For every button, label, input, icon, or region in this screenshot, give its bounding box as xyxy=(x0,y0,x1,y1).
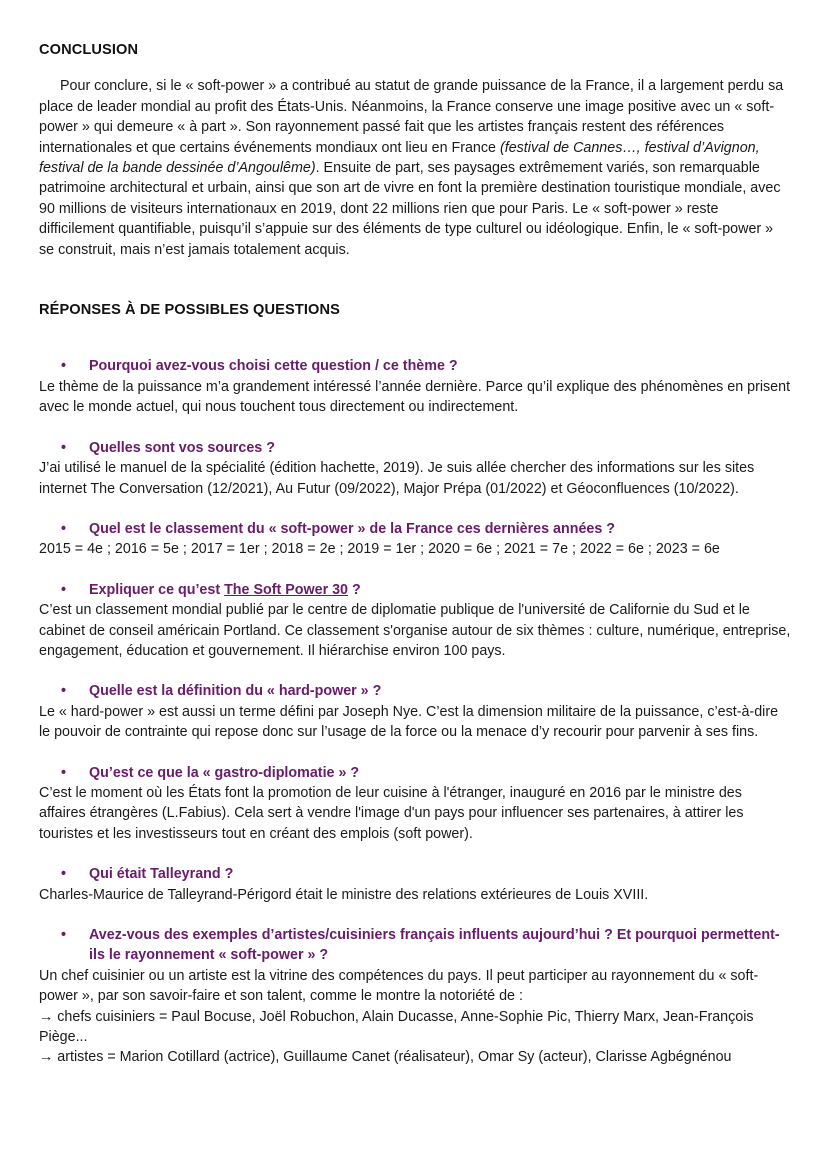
question-heading xyxy=(39,580,791,600)
question-text: Quelles sont vos sources ? xyxy=(89,439,275,456)
bullet-icon: • xyxy=(61,927,67,943)
question-text-post: ? xyxy=(348,581,361,598)
question-text: Qu’est ce que la « gastro-diplomatie » ? xyxy=(89,764,360,781)
question-heading xyxy=(39,925,791,966)
document-page xyxy=(39,40,791,1068)
question-text: Qui était Talleyrand ? xyxy=(89,866,234,883)
answer-text: C’est un classement mondial publié par le centre de diplomatie publique de l'université de Californie du Sud et le cabinet de conseil américain Portland. Ce classement s'organise autour de six thèmes : culture, numérique, entreprise, engagement, éducation et gouvernement. Il hiérarchise environ 100 pays. xyxy=(39,602,791,659)
bullet-icon: • xyxy=(61,764,67,781)
question-text: Quelle est la définition du « hard-power » ? xyxy=(89,683,382,700)
conclusion-paragraph xyxy=(39,76,791,260)
bullet-icon: • xyxy=(61,358,67,375)
question-heading xyxy=(39,864,791,884)
conclusion-heading: CONCLUSION xyxy=(39,42,139,58)
answer-text: J’ai utilisé le manuel de la spécialité (édition hachette, 2019). Je suis allée chercher des informations sur les sites internet The Conversation (12/2021), Au Futur (09/2022), Major Prépa (01/2022) et Géoconfluences (10/2022). xyxy=(39,460,755,497)
chefs-list: → chefs cuisiniers = Paul Bocuse, Joël Robuchon, Alain Ducasse, Anne-Sophie Pic, Thierry Marx, Jean-François Piège... xyxy=(39,1008,754,1046)
question-text-pre: Expliquer ce qu’est xyxy=(89,581,225,598)
question-heading xyxy=(39,519,791,539)
bullet-icon: • xyxy=(61,683,67,700)
bullet-icon: • xyxy=(61,866,67,883)
qa-item-soft-power-30 xyxy=(39,580,791,662)
question-text: Pourquoi avez-vous choisi cette question / ce thème ? xyxy=(89,358,458,375)
questions-heading: RÉPONSES À DE POSSIBLES QUESTIONS xyxy=(39,302,340,319)
answer-text: Charles-Maurice de Talleyrand-Périgord était le ministre des relations extérieures de Louis XVIII. xyxy=(39,886,649,903)
qa-item-artists xyxy=(39,925,791,1068)
question-text: Avez-vous des exemples d’artistes/cuisiniers français influents aujourd’hui ? Et pourquoi permettent-ils le rayonnement « soft-power » ? xyxy=(89,927,780,964)
conclusion-text-end: . Ensuite de part, ses paysages extrêmement variés, son remarquable patrimoine architectural et urbain, ainsi que son art de vivre en font la première destination touristique mondiale, avec 90 millions de visiteurs internationaux en 2019, dont 22 millions rien que pour Paris. Le « soft-power » reste difficilement quantifiable, puisqu’il s’appuie sur des éléments de type culturel ou idéologique. Enfin, le « soft-power » se construit, mais n’est jamais totalement acquis. xyxy=(39,160,781,258)
qa-item-gastro-diplomatie xyxy=(39,763,791,845)
question-heading xyxy=(39,438,791,458)
conclusion-festivals: (festival de Cannes…, festival d’Avignon, festival de la bande dessinée d’Angoulême) xyxy=(39,139,760,177)
qa-item-talleyrand xyxy=(39,864,791,905)
question-heading xyxy=(39,681,791,701)
bullet-icon: • xyxy=(61,581,67,598)
question-heading xyxy=(39,356,791,376)
qa-item-ranking xyxy=(39,519,791,560)
answer-text: Le thème de la puissance m’a grandement intéressé l’année dernière. Parce qu’il explique des phénomènes en prisent avec le monde actuel, qui nous touchent tous directement ou indirectement. xyxy=(39,378,791,416)
conclusion-text-start: Pour conclure, si le « soft-power » a contribué au statut de grande puissance de la France, il a largement perdu sa place de leader mondial au profit des États-Unis. Néanmoins, la France conserve une image positive avec un « soft-power » qui demeure « à part ». Son rayonnement passé fait que les artistes français restent des références internationales et que certains événements mondiaux ont lieu en France xyxy=(39,78,784,156)
qa-item-choice xyxy=(39,356,791,417)
qa-item-hard-power xyxy=(39,681,791,742)
qa-item-sources xyxy=(39,438,791,499)
answer-text: Un chef cuisinier ou un artiste est la vitrine des compétences du pays. Il peut participer au rayonnement du « soft-power », par son savoir-faire et son talent, comme le montre la notoriété de : xyxy=(39,967,759,1005)
soft-power-30-link[interactable]: The Soft Power 30 xyxy=(224,581,349,598)
bullet-icon: • xyxy=(61,520,67,537)
answer-text: 2015 = 4e ; 2016 = 5e ; 2017 = 1er ; 2018 = 2e ; 2019 = 1er ; 2020 = 6e ; 2021 = 7e ; 2022 = 6e ; 2023 = 6e xyxy=(39,541,720,558)
artists-list: → artistes = Marion Cotillard (actrice), Guillaume Canet (réalisateur), Omar Sy (acteur), Clarisse Agbégnénou xyxy=(39,1049,732,1066)
answer-text: C’est le moment où les États font la promotion de leur cuisine à l'étranger, inauguré en 2016 par le ministre des affaires étrangères (L.Fabius). Cela sert à vendre l'image d'un pays pour influencer ses partenaires, à attirer les touristes et les investisseurs tout en créant des emplois (soft power). xyxy=(39,784,744,842)
bullet-icon: • xyxy=(61,439,67,456)
answer-text: Le « hard-power » est aussi un terme défini par Joseph Nye. C’est la dimension militaire de la puissance, c’est-à-dire le pouvoir de contrainte qui repose donc sur l’usage de la force ou la menace d’y recourir pour parvenir à ses fins. xyxy=(39,703,779,741)
question-text: Quel est le classement du « soft-power » de la France ces dernières années ? xyxy=(89,520,616,537)
question-heading xyxy=(39,763,791,783)
